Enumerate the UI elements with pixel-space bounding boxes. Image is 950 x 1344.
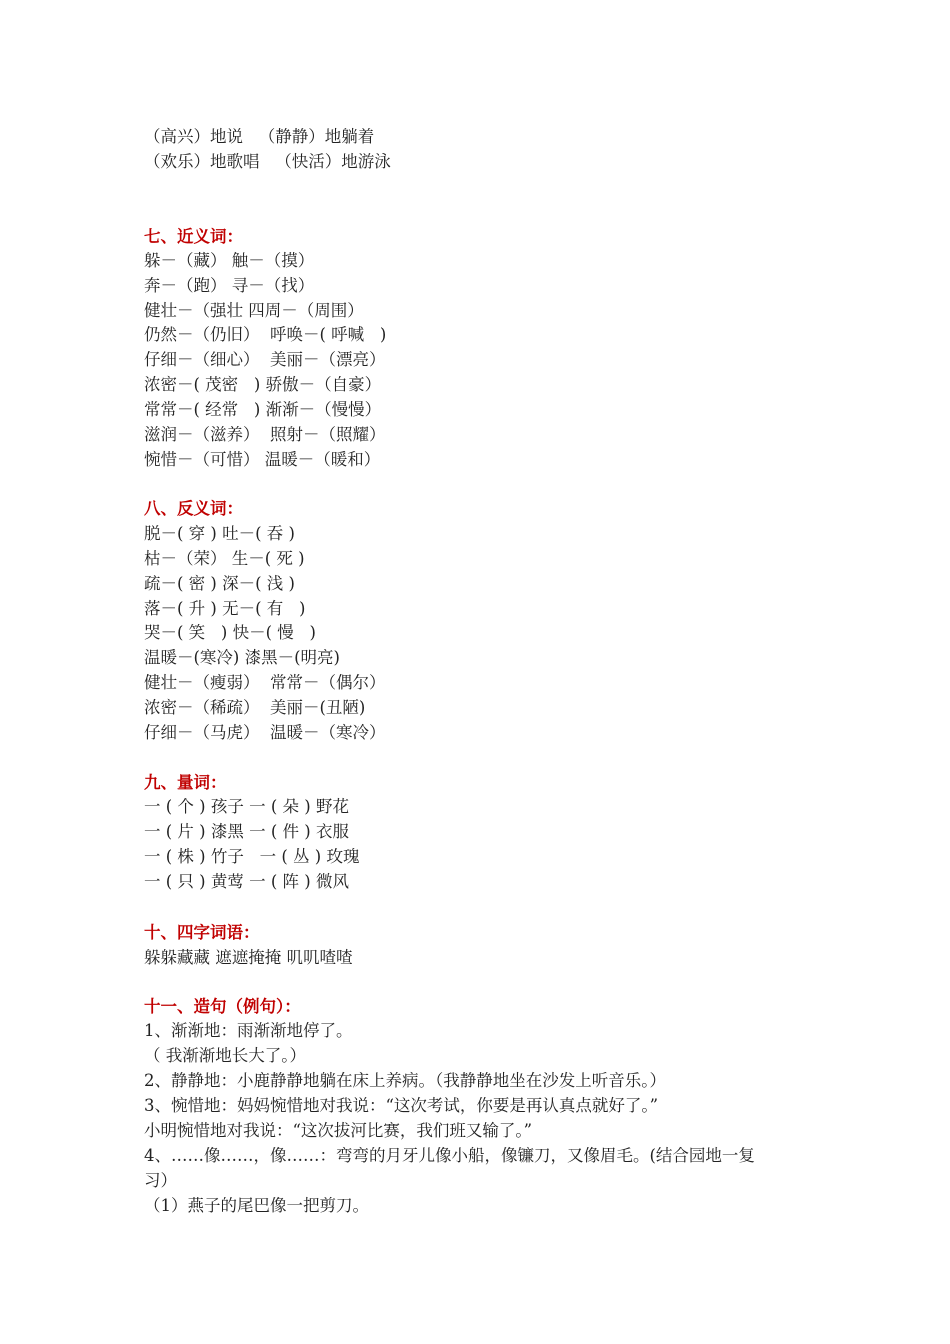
synonym-line: 浓密－( 茂密 ) 骄傲－（自豪） — [144, 375, 382, 394]
section-heading-synonyms: 七、近义词： — [144, 227, 243, 246]
intro-line: （欢乐）地歌唱 （快活）地游泳 — [144, 152, 391, 171]
measure-word-line: 一 ( 片 ) 漆黑 一 ( 件 ) 衣服 — [144, 822, 349, 841]
sentence-line: 1、渐渐地：雨渐渐地停了。 — [144, 1021, 353, 1040]
measure-word-line: 一 ( 只 ) 黄莺 一 ( 阵 ) 微风 — [144, 872, 349, 891]
antonym-line: 温暖－(寒冷) 漆黑－(明亮) — [144, 648, 340, 667]
synonym-line: 常常－( 经常 ) 渐渐－（慢慢） — [144, 400, 382, 419]
intro-line: （高兴）地说 （静静）地躺着 — [144, 127, 375, 146]
sentence-line: （1）燕子的尾巴像一把剪刀。 — [144, 1196, 369, 1215]
section-heading-antonyms: 八、反义词： — [144, 499, 243, 518]
antonym-line: 哭－( 笑 ) 快－( 慢 ) — [144, 623, 316, 642]
sentence-line: 4、……像……，像……：弯弯的月牙儿像小船，像镰刀，又像眉毛。(结合园地一复 — [144, 1146, 755, 1165]
sentence-line: 3、惋惜地：妈妈惋惜地对我说：“这次考试，你要是再认真点就好了。” — [144, 1096, 659, 1115]
section-heading-four-char-words: 十、四字词语： — [144, 923, 260, 942]
sentence-line: 2、静静地：小鹿静静地躺在床上养病。（我静静地坐在沙发上听音乐。） — [144, 1071, 666, 1090]
synonym-line: 健壮－（强壮 四周－（周围） — [144, 301, 364, 320]
sentence-line: （ 我渐渐地长大了。） — [144, 1046, 306, 1065]
antonym-line: 落－( 升 ) 无－( 有 ) — [144, 599, 306, 618]
antonym-line: 健壮－（瘦弱） 常常－（偶尔） — [144, 673, 386, 692]
antonym-line: 枯－（荣） 生－( 死 ) — [144, 549, 305, 568]
section-heading-sentences: 十一、造句（例句）： — [144, 997, 301, 1016]
antonym-line: 疏－( 密 ) 深－( 浅 ) — [144, 574, 295, 593]
four-char-words-line: 躲躲藏藏 遮遮掩掩 叽叽喳喳 — [144, 948, 353, 967]
sentence-line: 小明惋惜地对我说：“这次拔河比赛，我们班又输了。” — [144, 1121, 533, 1140]
synonym-line: 惋惜－（可惜） 温暖－（暖和） — [144, 450, 381, 469]
measure-word-line: 一 ( 个 ) 孩子 一 ( 朵 ) 野花 — [144, 797, 349, 816]
measure-word-line: 一 ( 株 ) 竹子 一 ( 丛 ) 玫瑰 — [144, 847, 360, 866]
antonym-line: 浓密－（稀疏） 美丽－(丑陋) — [144, 698, 366, 717]
section-heading-measure-words: 九、量词： — [144, 773, 227, 792]
synonym-line: 仍然－（仍旧） 呼唤－( 呼喊 ) — [144, 325, 387, 344]
sentence-line: 习） — [144, 1171, 177, 1190]
synonym-line: 奔－（跑） 寻－（找） — [144, 276, 315, 295]
antonym-line: 仔细－（马虎） 温暖－（寒冷） — [144, 723, 386, 742]
synonym-line: 仔细－（细心） 美丽－（漂亮） — [144, 350, 386, 369]
synonym-line: 滋润－（滋养） 照射－（照耀） — [144, 425, 386, 444]
synonym-line: 躲－（藏） 触－（摸） — [144, 251, 315, 270]
antonym-line: 脱－( 穿 ) 吐－( 吞 ) — [144, 524, 295, 543]
